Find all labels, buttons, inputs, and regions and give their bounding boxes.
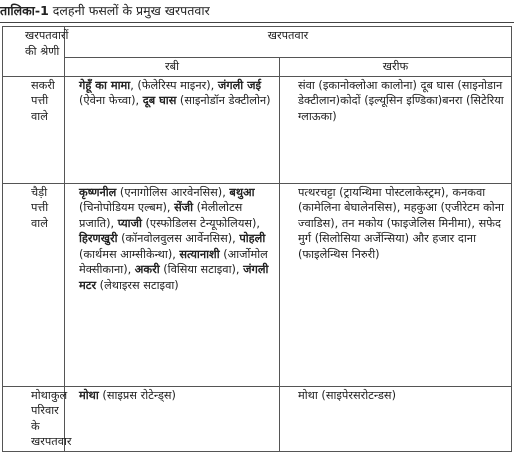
table-header-row-1 — [3, 27, 512, 58]
weed-name: कृष्णनील — [79, 185, 117, 199]
weed-name: जंगली मटर — [79, 263, 269, 292]
weeds-table — [2, 26, 512, 452]
weed-name: पोहली — [239, 232, 266, 245]
row-category: चैड़ी पत्ती वाले — [3, 183, 65, 386]
table-row — [3, 183, 512, 386]
weed-name: सेंजी — [174, 201, 194, 214]
caption-text: दलहनी फसलों के प्रमुख खरपतवार — [52, 3, 210, 18]
weed-scientific: (कार्थमस आम्सीकेन्था), — [79, 247, 180, 261]
weed-scientific: (ऐवेना फेच्वा), — [79, 94, 143, 107]
header-category-line2: की श्रेणी — [25, 44, 60, 58]
weed-name: दूब घास — [142, 94, 177, 107]
header-kharif: खरीफ — [280, 58, 512, 77]
header-category-line1: खरपतवारों — [25, 29, 69, 42]
weed-scientific: (चिनोपोडियम एल्बम), — [79, 201, 175, 214]
weed-scientific: (एस्फोडिलस टेन्यूफोलियस), — [141, 216, 261, 230]
caption-divider — [0, 22, 514, 23]
weed-name: बथुआ — [229, 185, 255, 199]
row-rabi — [65, 183, 280, 386]
row-category: सकरी पत्ती वाले — [3, 76, 65, 183]
table-row — [3, 386, 512, 451]
weed-scientific: (कॉनवोलवुलस आर्वेनसिस), — [117, 232, 240, 245]
table-header-row-2 — [3, 58, 512, 77]
weed-name: मोथा — [79, 388, 99, 402]
table-row — [3, 76, 512, 183]
weed-scientific: (साइनोडॉन डेक्टीलोन) — [176, 94, 271, 107]
weed-scientific: (आर्जोमोल मेक्सीकाना), — [79, 247, 268, 276]
table-caption — [0, 0, 514, 22]
weed-name: सत्यानाशी — [179, 247, 220, 261]
weed-name: गेहूँ का मामा — [79, 78, 131, 92]
caption-label: तालिका-1 — [0, 3, 49, 18]
row-category: मोथाकुल परिवार के खरपतवार — [3, 386, 65, 451]
weed-scientific: (साइप्रस रोटेन्ड्स) — [98, 388, 176, 402]
row-rabi — [65, 76, 280, 183]
header-rabi: रबी — [65, 58, 280, 77]
row-kharif: पत्थरचट्टा (ट्रायन्थिमा पोस्टलाकेस्ट्रम), कनकवा (कामेलिना बेघालेनसिस), महकुआ (एजीरेटम कोना ज्वाडिस), तन मकोय (फाइजेलिस मिनीमा), सफेद मुर्ग (सिलोसिया अर्जेन्सिया) और हजार दाना (फाइलेन्थिस निरुरी) — [280, 183, 512, 386]
row-rabi — [65, 386, 280, 451]
row-kharif: संवा (इकानोक्लोआ कालोना) दूब घास (साइनोडान डेक्टीलान)कोदों (इल्यूसिन इण्डिका)बनरा (सिटेरिया ग्लाऊका) — [280, 76, 512, 183]
row-kharif: मोथा (साइपेरसरोटन्डस) — [280, 386, 512, 451]
header-group: खरपतवार — [65, 27, 512, 58]
weed-scientific: (विसिया सटाइवा), — [159, 263, 244, 276]
weed-scientific: (एनागोलिस आरवेनसिस), — [116, 185, 230, 199]
weed-scientific: (मेलीलोटस प्रजाति), — [79, 201, 243, 230]
weed-scientific: , (फेलेरिस्प माइनर), — [130, 78, 215, 92]
weed-name: जंगली जई — [217, 78, 262, 92]
weed-name: हिरणखुरी — [79, 232, 118, 245]
weed-name: अकरी — [134, 263, 160, 276]
weed-scientific: (लेथाइरस सटाइवा) — [96, 278, 179, 292]
header-category — [3, 27, 69, 77]
weed-name: प्याजी — [117, 216, 142, 230]
